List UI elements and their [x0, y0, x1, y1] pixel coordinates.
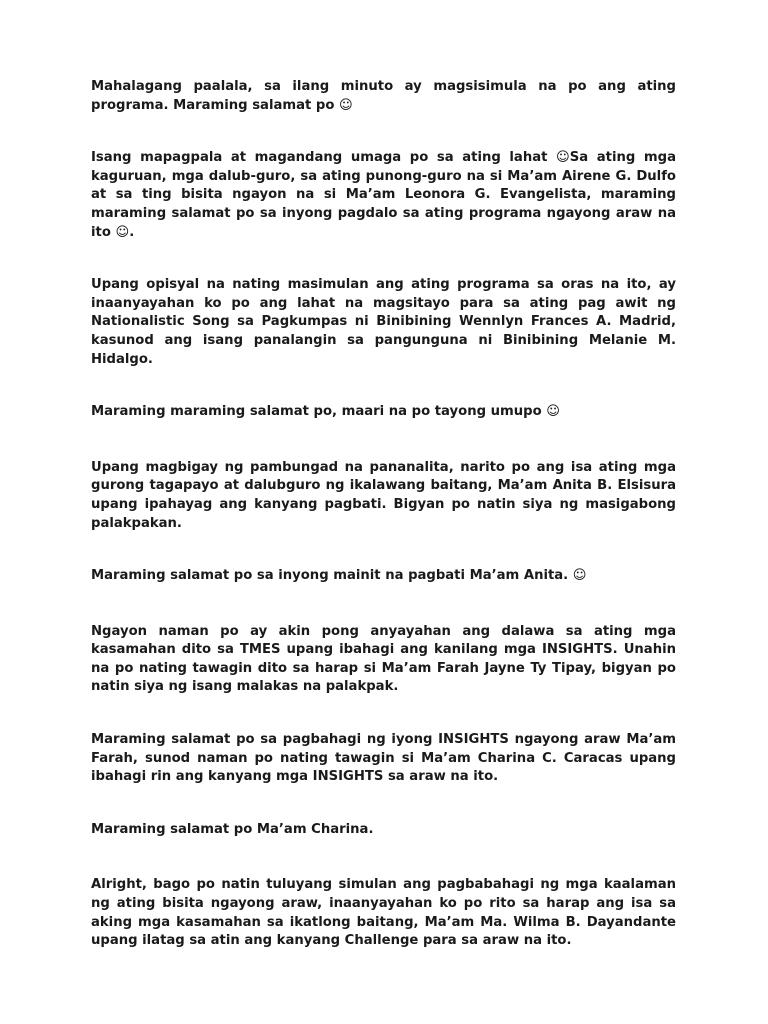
paragraph-greeting: Isang mapagpala at magandang umaga po sa ating lahat ☺Sa ating mga kaguruan, mga dalub-guro, sa ating punong-guro na si Ma’am Airene G. Dulfo at sa ting bisita ngayon na si Ma’am Leonora G. Evangelista, maraming maraming salamat po sa inyong pagdalo sa ating programa ngayong araw na ito ☺.	[91, 150, 676, 240]
paragraph-opening-invitation: Upang opisyal na nating masimulan ang ating programa sa oras na ito, ay inaanyayahan ko po ang lahat na magsitayo para sa ating pag awit ng Nationalistic Song sa Pagkumpas ni Binibining Wennlyn Frances A. Madrid, kasunod ang isang panalangin sa pangunguna ni Binibining Melanie M. Hidalgo.	[91, 277, 676, 367]
paragraph-insights-intro: Ngayon naman po ay akin pong anyayahan ang dalawa sa ating mga kasamahan dito sa TMES upang ibahagi ang kanilang mga INSIGHTS. Unahin na po nating tawagin dito sa harap si Ma’am Farah Jayne Ty Tipay, bigyan po natin siya ng isang malakas na palakpak.	[91, 623, 676, 695]
paragraph-reminder: Mahalagang paalala, sa ilang minuto ay magsisimula na po ang ating programa. Maraming salamat po ☺	[91, 79, 676, 113]
paragraph-thanks-anita: Maraming salamat po sa inyong mainit na pagbati Ma’am Anita. ☺	[91, 568, 587, 584]
paragraph-welcome-remarks: Upang magbigay ng pambungad na pananalita, narito po ang isa ating mga gurong tagapayo at dalubguro ng ikalawang baitang, Ma’am Anita B. Elsisura upang ipahayag ang kanyang pagbati. Bigyan po natin siya ng masigabong palakpakan.	[91, 459, 676, 531]
paragraph-thanks-sit: Maraming maraming salamat po, maari na po tayong umupo ☺	[91, 404, 560, 420]
paragraph-challenge-intro: Alright, bago po natin tuluyang simulan ang pagbabahagi ng mga kaalaman ng ating bisita ngayong araw, inaanyayahan ko po rito sa harap ang isa sa aking mga kasamahan sa ikatlong baitang, Ma’am Ma. Wilma B. Dayandante upang ilatag sa atin ang kanyang Challenge para sa araw na ito.	[91, 877, 676, 949]
document-page	[91, 78, 676, 985]
paragraph-thanks-charina: Maraming salamat po Ma’am Charina.	[91, 821, 374, 837]
paragraph-thanks-farah: Maraming salamat po sa pagbahagi ng iyong INSIGHTS ngayong araw Ma’am Farah, sunod naman po nating tawagin si Ma’am Charina C. Caracas upang ibahagi rin ang kanyang mga INSIGHTS sa araw na ito.	[91, 732, 676, 785]
